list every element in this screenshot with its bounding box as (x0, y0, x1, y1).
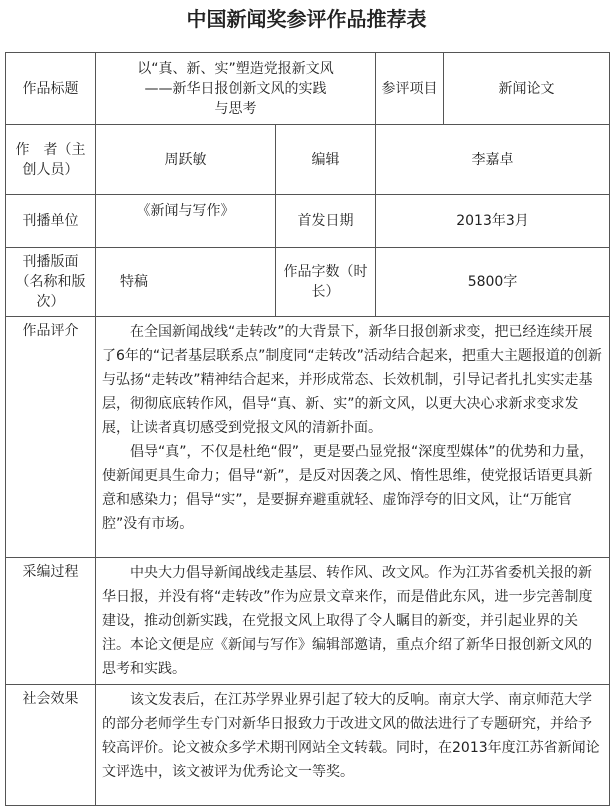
row-layout (6, 248, 610, 317)
layout-label: 刊播版面（名称和版次） (6, 248, 96, 317)
process-text (96, 558, 610, 685)
word-count-label: 作品字数（时长） (276, 248, 376, 317)
work-title-line: 与思考 (214, 100, 257, 117)
review-text (96, 317, 610, 558)
word-count-value: 5800字 (376, 248, 610, 317)
work-title-label: 作品标题 (6, 53, 96, 125)
review-label: 作品评介 (6, 317, 96, 558)
editor-value: 李嘉卓 (376, 125, 610, 195)
row-process (6, 558, 610, 685)
work-title-line: 以“真、新、实”塑造党报新文风 (137, 60, 334, 77)
row-publisher (6, 195, 610, 248)
publisher-label: 刊播单位 (6, 195, 96, 248)
review-paragraph: 倡导“真”，不仅是杜绝“假”，更是要凸显党报“深度型媒体”的优势和力量，使新闻更具生命力；倡导“新”，是反对因袭之风、惰性思维，使党报话语更具新意和感染力；倡导“实”，是要摒弃避重就轻、虚饰浮夸的旧文风，让“万能官腔”没有市场。 (102, 444, 594, 532)
recommendation-table (5, 52, 610, 806)
row-effect (6, 685, 610, 806)
category-label: 参评项目 (376, 53, 444, 125)
author-value: 周跃敏 (96, 125, 276, 195)
author-label: 作 者（主创人员） (6, 125, 96, 195)
category-value: 新闻论文 (444, 53, 610, 125)
effect-label: 社会效果 (6, 685, 96, 806)
page-title: 中国新闻奖参评作品推荐表 (186, 7, 427, 31)
effect-paragraph: 该文发表后，在江苏学界业界引起了较大的反响。南京大学、南京师范大学的部分老师学生专门对新华日报致力于改进文风的做法进行了专题研究，并给予较高评价。论文被众多学术期刊网站全文转载。同时，在2013年度江苏省新闻论文评选中，该文被评为优秀论文一等奖。 (102, 692, 600, 780)
row-work-title (6, 53, 610, 125)
editor-label: 编辑 (276, 125, 376, 195)
row-review (6, 317, 610, 558)
process-paragraph: 中央大力倡导新闻战线走基层、转作风、改文风。作为江苏省委机关报的新华日报，并没有将“走转改”作为应景文章来作，而是借此东风，进一步完善制度建设，推动创新实践，在党报文风上取得了令人瞩目的新变，并引起业界的关注。本论文便是应《新闻与写作》编辑部邀请，重点介绍了新华日报创新文风的思考和实践。 (102, 565, 593, 677)
publisher-value: 《新闻与写作》 (96, 195, 276, 248)
date-value: 2013年3月 (376, 195, 610, 248)
date-label: 首发日期 (276, 195, 376, 248)
process-label: 采编过程 (6, 558, 96, 685)
row-author (6, 125, 610, 195)
work-title-value (96, 53, 376, 125)
effect-text (96, 685, 610, 806)
layout-value: 特稿 (96, 248, 276, 317)
review-paragraph: 在全国新闻战线“走转改”的大背景下，新华日报创新求变，把已经连续开展了6年的“记者基层联系点”制度同“走转改”活动结合起来，把重大主题报道的创新与弘扬“走转改”精神结合起来，并形成常态、长效机制，引导记者扎扎实实走基层，彻彻底底转作风，倡导“真、新、实”的新文风，以更大决心求新求变求发展，让读者真切感受到党报文风的清新扑面。 (102, 324, 602, 436)
work-title-line: ——新华日报创新文风的实践 (144, 80, 327, 97)
